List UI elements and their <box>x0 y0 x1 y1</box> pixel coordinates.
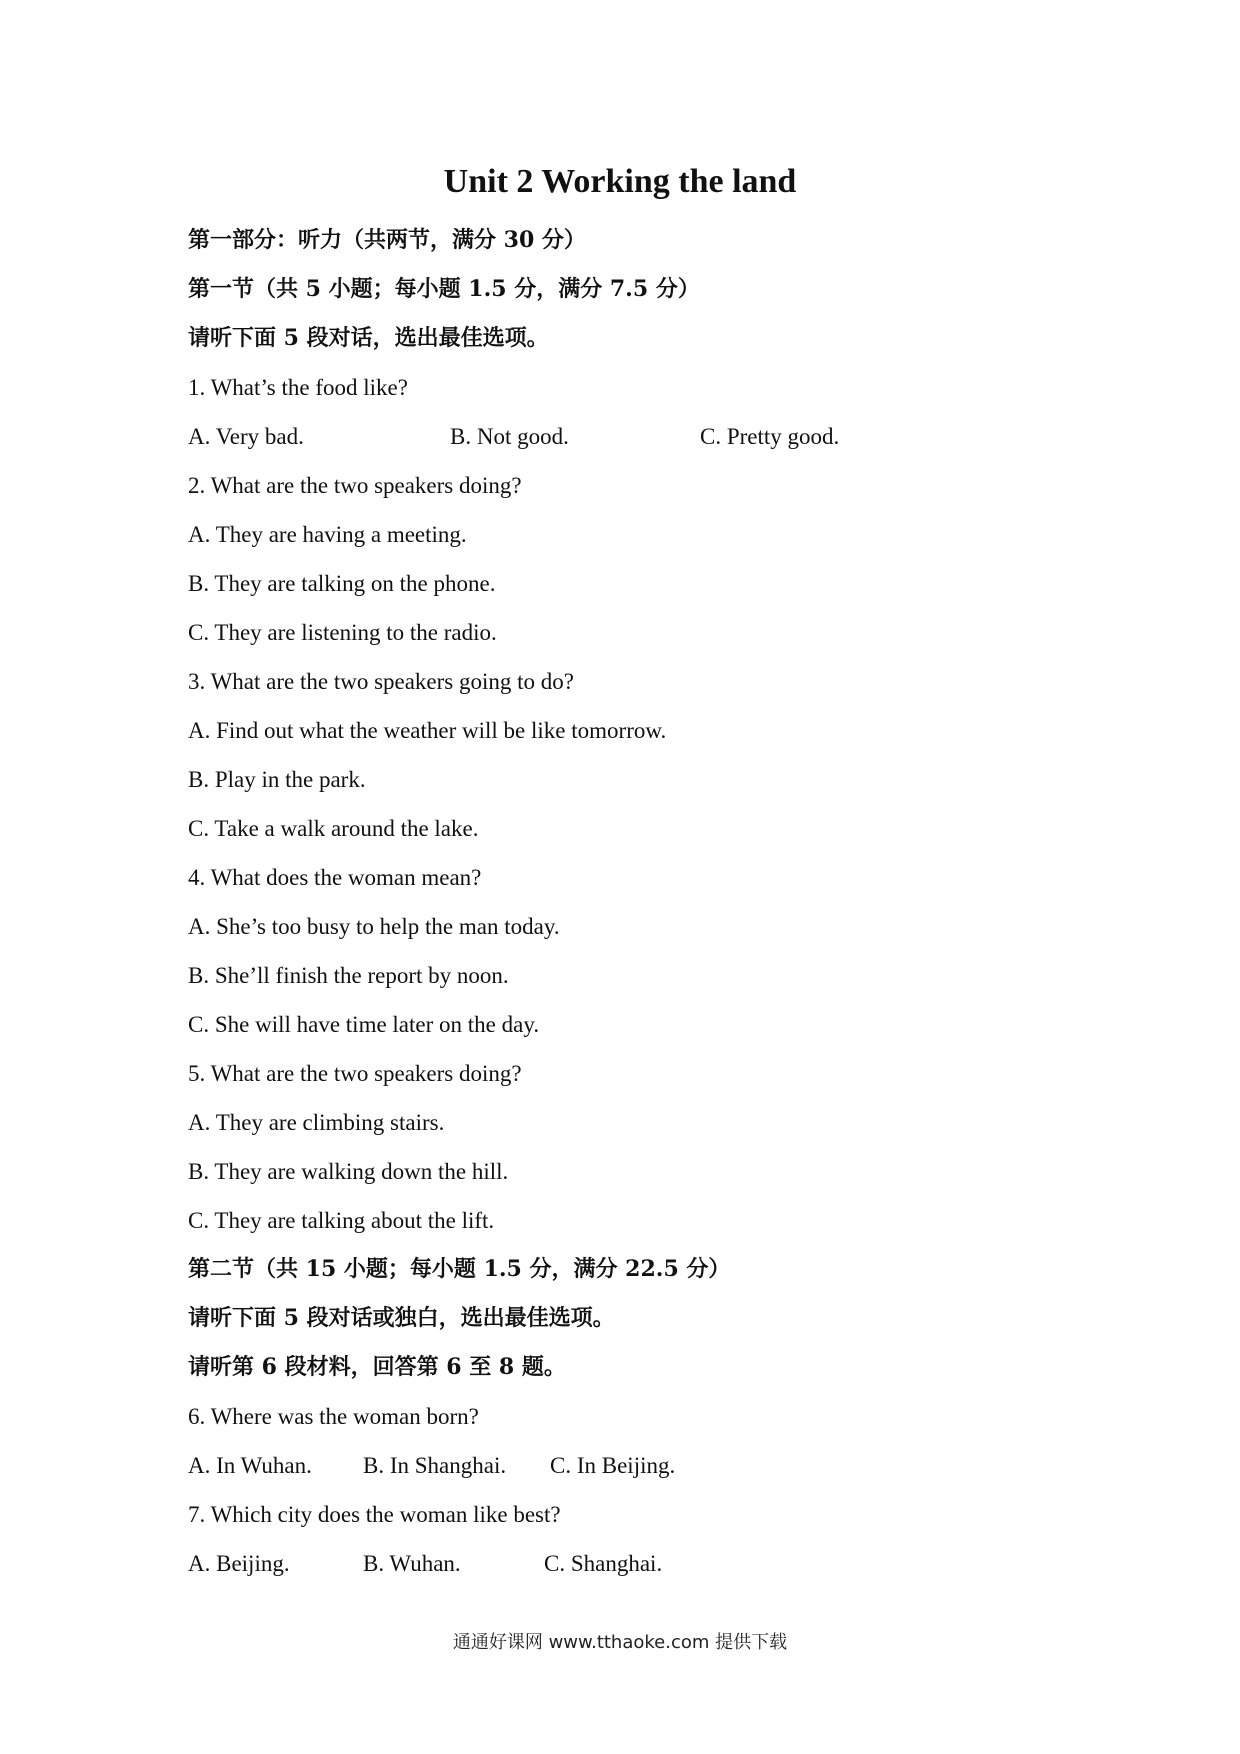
question-2-option-b: B. They are talking on the phone. <box>188 571 496 596</box>
question-1-option-b: B. Not good. <box>450 424 569 449</box>
question-5-option-a: A. They are climbing stairs. <box>188 1110 445 1135</box>
question-2-option-a: A. They are having a meeting. <box>188 522 467 547</box>
question-1: 1. What’s the food like? <box>188 375 408 400</box>
question-4-option-b: B. She’ll finish the report by noon. <box>188 963 509 988</box>
section2-instruction: 请听下面 5 段对话或独白，选出最佳选项。 <box>188 1305 615 1331</box>
question-6-option-a: A. In Wuhan. <box>188 1453 312 1478</box>
question-3-option-b: B. Play in the park. <box>188 767 366 792</box>
section1-instruction: 请听下面 5 段对话，选出最佳选项。 <box>188 325 549 351</box>
question-5-option-b: B. They are walking down the hill. <box>188 1159 509 1184</box>
question-4-option-a: A. She’s too busy to help the man today. <box>188 914 560 939</box>
material-6-instruction: 请听第 6 段材料，回答第 6 至 8 题。 <box>188 1354 566 1380</box>
question-1-option-c: C. Pretty good. <box>700 424 840 449</box>
question-6: 6. Where was the woman born? <box>188 1404 479 1429</box>
document-body <box>188 216 1088 1588</box>
section1-heading: 第一节（共 5 小题；每小题 1.5 分，满分 7.5 分） <box>188 276 700 302</box>
question-7-options <box>188 1539 1088 1588</box>
page-footer: 通通好课网 www.tthaoke.com 提供下载 <box>452 1632 788 1653</box>
question-4-option-c: C. She will have time later on the day. <box>188 1012 540 1037</box>
question-1-option-a: A. Very bad. <box>188 424 304 449</box>
question-6-option-c: C. In Beijing. <box>550 1453 676 1478</box>
part1-heading: 第一部分：听力（共两节，满分 30 分） <box>188 227 586 253</box>
question-1-options <box>188 412 1088 461</box>
question-3-option-c: C. Take a walk around the lake. <box>188 816 479 841</box>
question-5-option-c: C. They are talking about the lift. <box>188 1208 495 1233</box>
section2-heading: 第二节（共 15 小题；每小题 1.5 分，满分 22.5 分） <box>188 1256 731 1282</box>
question-4: 4. What does the woman mean? <box>188 865 482 890</box>
page-title: Unit 2 Working the land <box>443 163 797 200</box>
question-7-option-b: B. Wuhan. <box>363 1551 461 1576</box>
question-7: 7. Which city does the woman like best? <box>188 1502 561 1527</box>
question-3-option-a: A. Find out what the weather will be like tomorrow. <box>188 718 667 743</box>
question-6-option-b: B. In Shanghai. <box>363 1453 507 1478</box>
question-3: 3. What are the two speakers going to do? <box>188 669 574 694</box>
question-2: 2. What are the two speakers doing? <box>188 473 522 498</box>
question-6-options <box>188 1441 1088 1490</box>
question-5: 5. What are the two speakers doing? <box>188 1061 522 1086</box>
question-2-option-c: C. They are listening to the radio. <box>188 620 497 645</box>
question-7-option-c: C. Shanghai. <box>544 1551 663 1576</box>
question-7-option-a: A. Beijing. <box>188 1551 290 1576</box>
